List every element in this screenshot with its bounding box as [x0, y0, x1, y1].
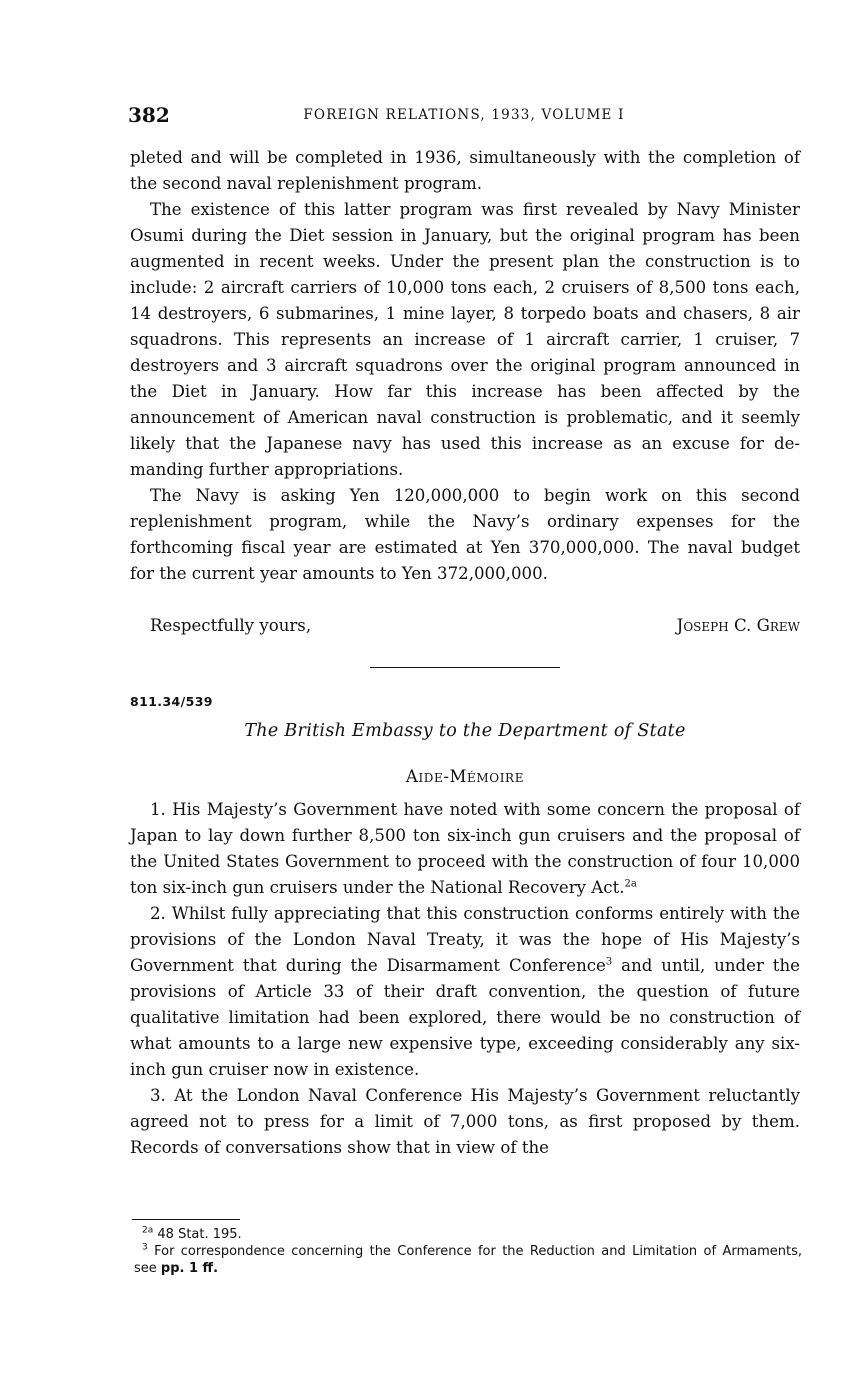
footnote-2a-text: 48 Stat. 195.: [157, 1227, 242, 1242]
memo-paragraph-2: [130, 901, 800, 1083]
file-number: 811.34/539: [130, 694, 213, 709]
footnote-ref-3[interactable]: 3: [605, 956, 613, 968]
closing-phrase: Respectfully yours,: [150, 616, 312, 635]
footnote-2a: [134, 1226, 802, 1243]
section-divider: [370, 667, 560, 668]
page-number: 382: [128, 103, 170, 127]
memo-paragraph-2-text-after: and until, under the provisions of Article 33 of their draft convention, the question of future qualitative limitation had been explored, there would be no construction of what amounts to a large new expensive type, exceeding considerably any six-inch gun cruiser now in existence.: [130, 956, 800, 1079]
footnote-3-text: For correspondence concerning the Conference for the Reduction and Limitation of Armaments, see: [134, 1244, 802, 1276]
aide-memoire-body: [130, 797, 800, 1161]
footnote-mark-2a: 2a: [142, 1225, 154, 1236]
memo-paragraph-2-text-before: 2. Whilst fully appreciating that this construction conforms entirely with the provisions of the London Naval Treaty, it was the hope of His Majesty’s Government that during the Disarmament Conference: [130, 904, 800, 975]
signature: Joseph C. Grew: [676, 616, 800, 635]
document-subtitle: Aide-Mémoire: [405, 767, 525, 786]
letter-paragraph-3: The Navy is asking Yen 120,000,000 to begin work on this second replenishment program, while the Navy’s ordinary expenses for the forthcoming fiscal year are estimated at Yen 370,000,000. The naval budget for the current year amounts to Yen 372,000,000.: [130, 486, 800, 583]
letter-paragraph-1: pleted and will be completed in 1936, simultaneously with the completion of the second naval replenishment program.: [130, 148, 800, 193]
memo-paragraph-1-text: 1. His Majesty’s Government have noted with some concern the proposal of Japan to lay down further 8,500 ton six-inch gun cruisers and the proposal of the United States Government to proceed with the construction of four 10,000 ton six-inch gun cruisers under the National Recovery Act.: [130, 800, 800, 897]
footnote-mark-3: 3: [142, 1242, 148, 1253]
document-title: The British Embassy to the Department of State: [244, 721, 686, 741]
letter-paragraph-2: The existence of this latter program was first revealed by Navy Minister Osumi during the Diet session in January, but the original program has been augmented in recent weeks. Under the present plan the construction is to include: 2 aircraft carriers of 10,000 tons each, 2 cruisers of 8,500 tons each, 14 destroyers, 6 submarines, 1 mine layer, 8 torpedo boats and chasers, 8 air squadrons. This represents an increase of 1 aircraft carrier, 1 cruiser, 7 destroyers and 3 aircraft squadrons over the original program announced in the Diet in January. How far this increase has been affected by the announcement of American naval construction is problematic, and it seemly likely that the Japanese navy has used this increase as an excuse for demanding further appropriations.: [130, 200, 800, 479]
memo-paragraph-3: 3. At the London Naval Conference His Majesty’s Government reluctantly agreed not to press for a limit of 7,000 tons, as first proposed by them. Records of conversations show that in view of the: [130, 1086, 800, 1157]
memo-paragraph-1: [130, 797, 800, 901]
letter-body: [130, 145, 800, 587]
page-header: [128, 100, 800, 130]
footnote-3-page-ref[interactable]: pp. 1 ff.: [160, 1261, 219, 1276]
letter-signoff: [150, 613, 800, 639]
footnote-3: [134, 1243, 802, 1277]
footnotes: [134, 1226, 802, 1277]
footnote-divider: [132, 1219, 240, 1220]
running-head: FOREIGN RELATIONS, 1933, VOLUME I: [303, 107, 625, 123]
footnote-ref-2a[interactable]: 2a: [624, 878, 637, 890]
